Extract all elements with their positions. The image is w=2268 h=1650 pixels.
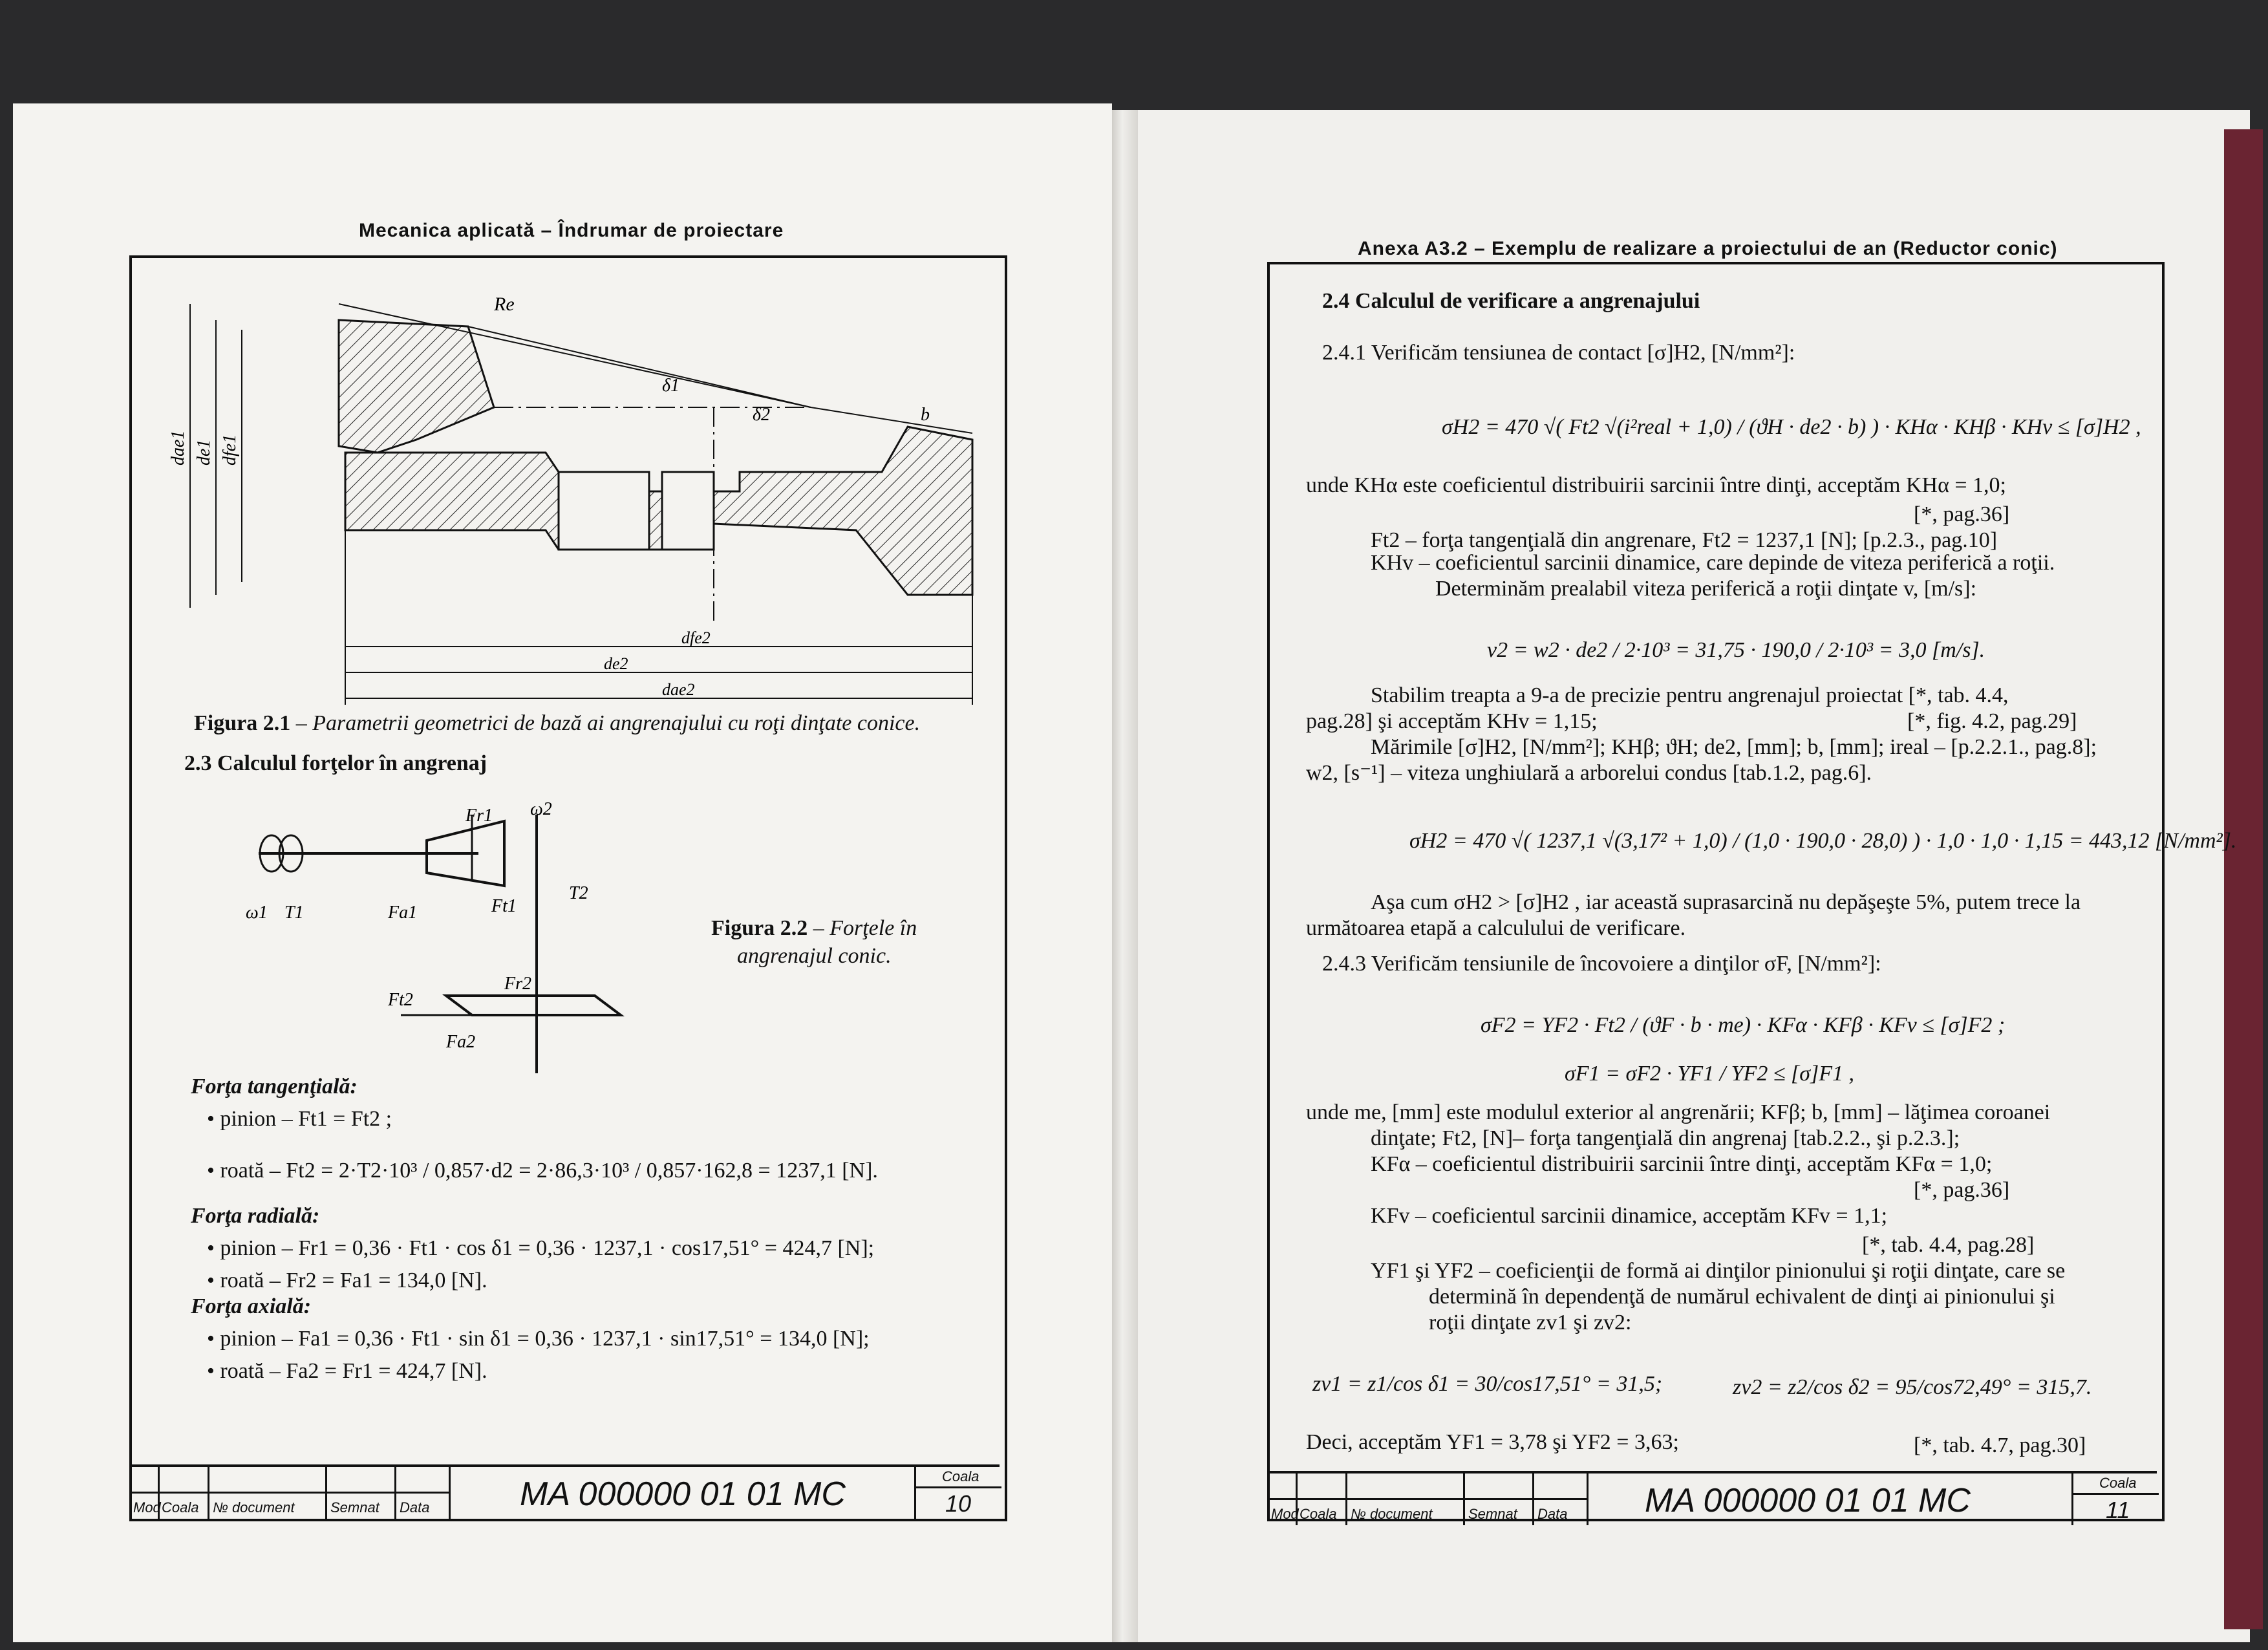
- label-ft2: Ft2: [388, 990, 413, 1010]
- section-2-4-heading: 2.4 Calculul de verificare a angrenajului: [1322, 289, 1700, 313]
- label-fa1: Fa1: [388, 903, 418, 923]
- label-omega1: ω1: [246, 903, 268, 923]
- text-yf-cont1: determină în dependenţă de numărul echivalent de dinţi ai pinionului şi: [1429, 1285, 2055, 1309]
- drawing-code: MA 000000 01 01 MC: [520, 1475, 846, 1513]
- label-re: Re: [494, 294, 515, 315]
- label-de2: de2: [604, 654, 628, 673]
- equation-contact-stress: σH2 = 470 √( Ft2 √(i²real + 1,0) / (ϑH · de2 · b) ) · KHα · KHβ · KHv ≤ [σ]H2 ,: [1442, 415, 2141, 439]
- text-me: unde me, [mm] este modulul exterior al angrenării; KFβ; b, [mm] – lăţimea coroanei: [1306, 1100, 2051, 1124]
- tangential-force-wheel: • roată – Ft2 = 2·T2·10³ / 0,857·d2 = 2·86,3·10³ / 0,857·162,8 = 1237,1 [N].: [207, 1159, 878, 1183]
- label-dfe2: dfe2: [681, 628, 711, 647]
- equation-velocity: v2 = w2 · de2 / 2·10³ = 31,75 · 190,0 / 2·10³ = 3,0 [m/s].: [1487, 638, 1985, 662]
- text-khv-value: pag.28] şi acceptăm KHv = 1,15;: [1306, 709, 1598, 733]
- stamp-col-mod: Mod: [133, 1499, 161, 1516]
- left-page-header: Mecanica aplicată – Îndrumar de proiectare: [359, 220, 784, 241]
- sheet-label: Coala: [2099, 1475, 2137, 1491]
- equation-contact-stress-value: σH2 = 470 √( 1237,1 √(3,17² + 1,0) / (1,0 · 190,0 · 28,0) ) · 1,0 · 1,0 · 1,15 = 443,12 [N/mm²].: [1409, 829, 2237, 853]
- stamp-col-signed: Semnat: [1468, 1506, 1517, 1522]
- stamp-col-mod: Mod: [1271, 1506, 1299, 1522]
- text-khv-ref: [*, fig. 4.2, pag.29]: [1907, 709, 2077, 733]
- figure-2-1-caption: Figura 2.1 – Parametrii geometrici de bază ai angrenajului cu roţi dinţate conice.: [194, 711, 921, 735]
- stamp-col-date: Data: [1537, 1506, 1568, 1522]
- stamp-col-coala: Coala: [1300, 1506, 1337, 1522]
- label-dae2: dae2: [662, 680, 695, 699]
- sheet-number: 11: [2106, 1497, 2130, 1523]
- label-delta2: δ2: [753, 405, 771, 425]
- text-kha-ref: [*, pag.36]: [1914, 502, 2010, 526]
- label-omega2: ω2: [530, 802, 552, 819]
- text-next-stage: următoarea etapă a calculului de verificare.: [1306, 916, 1686, 940]
- book-cover-edge: [2224, 129, 2263, 1629]
- sheet-number-cell: [2071, 1473, 2159, 1525]
- label-b: b: [921, 405, 930, 425]
- figure-2-2-drawing: [233, 802, 685, 1073]
- text-kha: unde KHα este coeficientul distribuirii sarcinii între dinţi, acceptăm KHα = 1,0;: [1306, 473, 2007, 497]
- label-fr2: Fr2: [504, 974, 531, 994]
- sheet-number-cell: [914, 1467, 1001, 1519]
- axial-force-wheel: • roată – Fa2 = Fr1 = 424,7 [N].: [207, 1359, 487, 1383]
- text-ft2-bending: dinţate; Ft2, [N]– forţa tangenţială din angrenaj [tab.2.2., şi p.2.3.];: [1371, 1126, 1960, 1150]
- text-yf-accepted: Deci, acceptăm YF1 = 3,78 şi YF2 = 3,63;: [1306, 1430, 1679, 1454]
- subsection-2-4-1: 2.4.1 Verificăm tensiunea de contact [σ]H2, [N/mm²]:: [1322, 341, 1795, 365]
- equation-bending-stress-f2: σF2 = YF2 · Ft2 / (ϑF · b · me) · KFα · KFβ · KFv ≤ [σ]F2 ;: [1481, 1013, 2006, 1037]
- label-t1: T1: [284, 903, 304, 923]
- text-kfa-ref: [*, pag.36]: [1914, 1178, 2010, 1202]
- subsection-2-4-3: 2.4.3 Verificăm tensiunile de încovoiere a dinţilor σF, [N/mm²]:: [1322, 952, 1881, 976]
- label-dae1: dae1: [168, 430, 188, 466]
- right-page-header: Anexa A3.2 – Exemplu de realizare a proiectului de an (Reductor conic): [1358, 238, 2058, 259]
- book-spine: [1112, 110, 1138, 1642]
- figure-2-2-caption: Figura 2.2 – Forţele în: [711, 916, 917, 940]
- axial-force-title: Forţa axială:: [191, 1294, 312, 1318]
- text-velocity-intro: Determinăm prealabil viteza periferică a roţii dinţate v, [m/s]:: [1435, 577, 1977, 601]
- label-dfe1: dfe1: [220, 434, 240, 466]
- equation-bending-stress-f1: σF1 = σF2 · YF1 / YF2 ≤ [σ]F1 ,: [1565, 1062, 1854, 1086]
- figure-2-2-caption-line2: angrenajul conic.: [737, 944, 892, 968]
- text-precision: Stabilim treapta a 9-a de precizie pentru angrenajul proiectat [*, tab. 4.4,: [1371, 683, 2009, 707]
- text-yf-cont2: roţii dinţate zv1 şi zv2:: [1429, 1311, 1632, 1334]
- text-kfv-ref: [*, tab. 4.4, pag.28]: [1862, 1233, 2035, 1257]
- label-delta1: δ1: [662, 376, 680, 396]
- label-de1: de1: [194, 439, 214, 466]
- stamp-col-document: № document: [1351, 1506, 1433, 1522]
- label-fr1: Fr1: [465, 806, 493, 826]
- text-w2: w2, [s⁻¹] – viteza unghiulară a arborelui condus [tab.1.2, pag.6].: [1306, 761, 1872, 785]
- text-kfa: KFα – coeficientul distribuirii sarcinii între dinţi, acceptăm KFα = 1,0;: [1371, 1152, 1993, 1176]
- sheet-number: 10: [945, 1490, 972, 1517]
- section-2-3-heading: 2.3 Calculul forţelor în angrenaj: [184, 751, 487, 775]
- stamp-col-signed: Semnat: [330, 1499, 380, 1516]
- label-fa2: Fa2: [446, 1032, 476, 1052]
- stamp-col-date: Data: [400, 1499, 430, 1516]
- stamp-col-coala: Coala: [162, 1499, 199, 1516]
- text-overload: Aşa cum σH2 > [σ]H2 , iar această suprasarcină nu depăşeşte 5%, putem trece la: [1371, 890, 2081, 914]
- text-ft2: Ft2 – forţa tangenţială din angrenare, Ft2 = 1237,1 [N]; [p.2.3., pag.10]: [1371, 528, 1998, 552]
- sheet-label: Coala: [942, 1468, 979, 1484]
- drawing-code: MA 000000 01 01 MC: [1645, 1482, 1971, 1519]
- axial-force-pinion: • pinion – Fa1 = 0,36 · Ft1 · sin δ1 = 0,36 · 1237,1 · sin17,51° = 134,0 [N];: [207, 1327, 870, 1351]
- radial-force-wheel: • roată – Fr2 = Fa1 = 134,0 [N].: [207, 1269, 487, 1292]
- text-khv: KHv – coeficientul sarcinii dinamice, care depinde de viteza periferică a roţii.: [1371, 551, 2055, 575]
- text-magnitudes: Mărimile [σ]H2, [N/mm²]; KHβ; ϑH; de2, [mm]; b, [mm]; ireal – [p.2.2.1., pag.8];: [1371, 735, 2097, 759]
- label-ft1: Ft1: [491, 896, 517, 916]
- equation-zv1: zv1 = z1/cos δ1 = 30/cos17,51° = 31,5;: [1312, 1372, 1663, 1396]
- stamp-col-document: № document: [213, 1499, 295, 1516]
- right-title-block: [1270, 1471, 2157, 1525]
- tangential-force-pinion: • pinion – Ft1 = Ft2 ;: [207, 1107, 392, 1131]
- tangential-force-title: Forţa tangenţială:: [191, 1075, 358, 1098]
- radial-force-pinion: • pinion – Fr1 = 0,36 · Ft1 · cos δ1 = 0,36 · 1237,1 · cos17,51° = 424,7 [N];: [207, 1236, 875, 1260]
- left-title-block: [132, 1464, 1000, 1519]
- figure-2-1-drawing: [132, 259, 998, 705]
- text-yf: YF1 şi YF2 – coeficienţii de formă ai dinţilor pinionului şi roţii dinţate, care se: [1371, 1259, 2066, 1283]
- text-yf-ref: [*, tab. 4.7, pag.30]: [1914, 1433, 2086, 1457]
- radial-force-title: Forţa radială:: [191, 1204, 320, 1228]
- equation-zv2: zv2 = z2/cos δ2 = 95/cos72,49° = 315,7.: [1733, 1375, 2092, 1399]
- label-t2: T2: [569, 883, 588, 903]
- text-kfv: KFv – coeficientul sarcinii dinamice, acceptăm KFv = 1,1;: [1371, 1204, 1888, 1228]
